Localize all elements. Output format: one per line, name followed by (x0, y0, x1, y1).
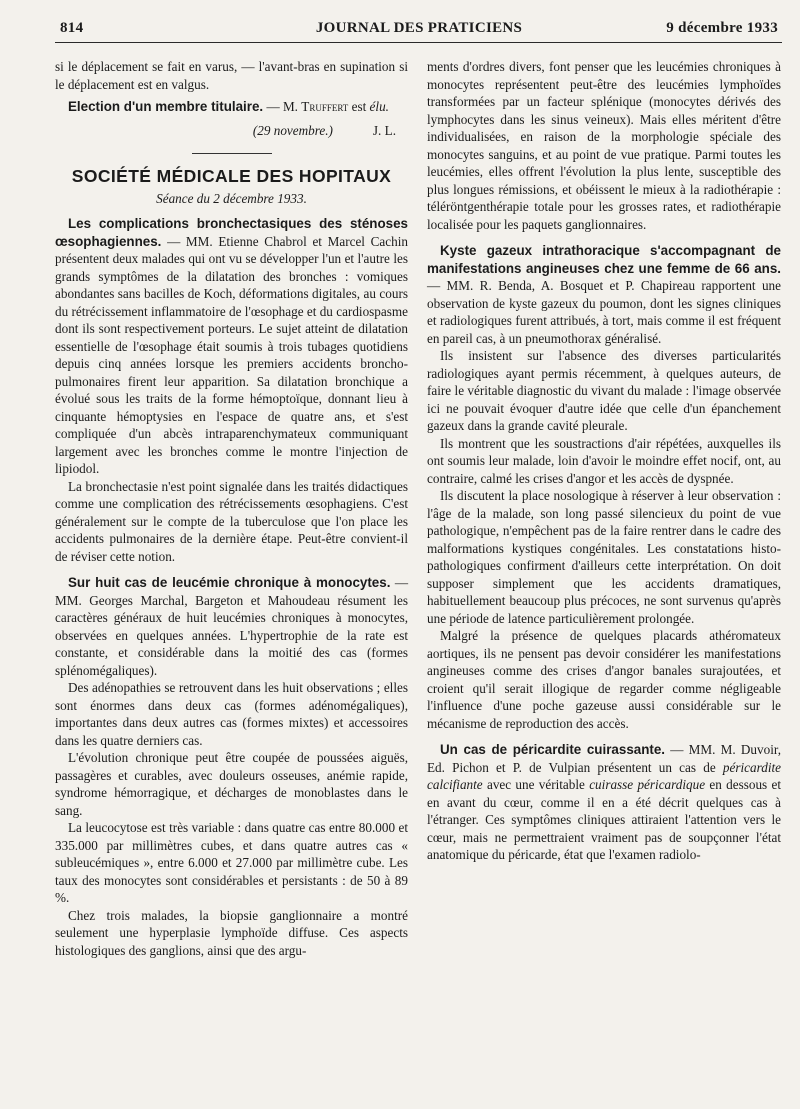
article-title: Kyste gazeux intrathoracique s'accompagnant de manifestations angineuses chez une femme de 66 ans. (427, 243, 781, 276)
election-title: Election d'un membre titulaire. (68, 99, 264, 114)
opening-paragraph: si le déplacement se fait en varus, — l'avant-bras en supination si le déplacement est en valgus. (55, 59, 408, 92)
article-title: Sur huit cas de leucémie chronique à monocytes. (68, 575, 391, 590)
paragraph: Ils montrent que les soustractions d'air répétées, auxquelles ils ont soumis leur malade, loin d'avoir le moindre effet nocif, ont, au contraire, calmé les crises d'angor et les accès de dyspnée. (427, 435, 781, 486)
left-column (55, 58, 408, 959)
paragraph: Ils insistent sur l'absence des diverses particularités radiologiques ayant permis récemment, à quelques auteurs, de faire le véritable diagnostic du vivant du malade : l'image observée ici ne pouvait évoquer d'autre idée que celle d'un épanchement gazeux dans la grande cavité pleurale. (427, 348, 781, 433)
signature-line (55, 122, 408, 140)
article-kyste-gazeux: Kyste gazeux intrathoracique s'accompagnant de manifestations angineuses chez une femme de 66 ans. — MM. R. Benda, A. Bosquet et P. Chapireau rapportent une observation de kyste gazeux du poumon, dont les signes cliniques et radiologiques furent attribués, à tort, mais comme il est fréquent en pareil cas, à un pneumothorax généralisé. (427, 243, 781, 346)
election-paragraph: Election d'un membre titulaire. — M. Truffert est élu. (68, 99, 389, 114)
section-divider (192, 153, 272, 154)
paragraph: Ils discutent la place nosologique à réserver à leur observation : l'âge de la malade, son long passé silencieux du point de vue pathologique, n'empêchent pas de la faire rentrer dans le cadre des malformations kystiques congénitales. Les constatations histo-pathologiques confirment d'ailleurs cette interprétation. On doit supposer simplement que les accidents dramatiques, habituellement beaucoup plus précoces, ne sont survenus qu'après une période de latence particulièrement prolongée. (427, 488, 781, 626)
right-column (427, 58, 781, 864)
article-title: Les complications bronchectasiques des sténoses œsophagiennes. (55, 216, 408, 249)
society-title: SOCIÉTÉ MÉDICALE DES HOPITAUX (71, 166, 392, 186)
paragraph: L'évolution chronique peut être coupée de poussées aiguës, passagères et curables, avec douleurs osseuses, anémie rapide, syndrome hémorragique, et décharges de monoblastes dans le sang. (55, 750, 408, 818)
header-rule (55, 42, 782, 43)
signature-initials: J. L. (372, 122, 396, 138)
paragraph: La leucocytose est très variable : dans quatre cas entre 80.000 et 335.000 par millimètres cubes, et dans quatre autres cas « subleucémiques », entre 6.000 et 27.000 par millimètre cube. Les taux des monocytes sont considérables et persistants : de 50 à 89 %. (55, 820, 408, 905)
article-pericardite: Un cas de péricardite cuirassante. — MM. M. Duvoir, Ed. Pichon et P. de Vulpian présentent un cas de péricardite calcifiante avec une véritable cuirasse péricardique en dessous et en avant du cœur, comme il en a été décrit quelques cas à l'étranger. Ces symptômes cliniques attiraient l'attention vers le cœur, mais ne permettraient vraiment pas de soupçonner l'état anatomique du péricarde, état que l'examen radiolo- (427, 742, 782, 862)
paragraph: Chez trois malades, la biopsie ganglionnaire a montré seulement une hyperplasie lymphoïde diffuse. Ces aspects histologiques des ganglions, ainsi que des argu- (55, 907, 408, 958)
paragraph: Malgré la présence de quelques placards athéromateux aortiques, ils ne pensent pas devoir considérer les manifestations angineuses comme des crises d'angor banales surajoutées, et croient qu'il serait illogique de regarder comme négligeable l'influence d'une poche gazeuse aussi considérable sur le mécanisme de reproduction des accès. (427, 628, 781, 731)
paragraph: La bronchectasie n'est point signalée dans les traités didactiques comme une complication des rétrécissements œsophagiens. C'est généralement sur le compte de la tuberculose que l'on place les accidents pulmonaires de la dernière étape. Peut-être convient-il de réviser cette notion. (55, 478, 408, 564)
page-header (60, 18, 778, 40)
article-bronchectasiques: Les complications bronchectasiques des sténoses œsophagiennes. — MM. Etienne Chabrol et Marcel Cachin présentent deux malades qui ont vu se développer l'un et l'autre les grands symptômes de la dilatation des bronches : vomiques abondantes sans bacilles de Koch, déformations digitales, au cours du rétrécissement inflammatoire de l'œsophage et du cardiospasme dont ils sont respectivement porteurs. Le sujet atteint de dilatation essentielle de l'œsophage était soumis à trois tubages quotidiens depuis cinq années lorsque les premiers accidents broncho-pulmonaires firent leur apparition. Sa dilatation bronchique a évolué sous les traits de la forme hémoptoïque, donnant lieu à cinquante hémoptysies en l'espace de quatre ans, et s'est compliquée d'un abcès intraparenchymateux communiquant largement avec les bronches comme le montre l'injection de lipiodol. (55, 216, 408, 476)
article-title: Un cas de péricardite cuirassante. (440, 742, 666, 757)
paragraph-continued: ments d'ordres divers, font penser que les leucémies chroniques à monocytes représentent peut-être des leucémies lymphoïdes transformées par un facteur splénique (monocytes dérivés des lymphocytes dans les sinus veineux). Mais elles méritent d'être individualisées, en raison de la morphologie spéciale des monocytes sanguins, et au point de vue pratique. Parmi toutes les leucémies, elles offrent l'évolution la plus lente, susceptible des plus longues rémissions, et obéissent le mieux à la radiothérapie : téléröntgenthérapie totale pour les grosses rates, et radiothérapie localisée pour les paquets ganglionnaires. (427, 59, 781, 232)
issue-date: 9 décembre 1933 (666, 20, 778, 36)
paragraph: Des adénopathies se retrouvent dans les huit observations ; elles sont énormes dans deux cas (formes adénomégaliques), importantes dans deux autres cas (formes mixtes) et accessoires dans les quatre derniers cas. (55, 680, 408, 748)
signature-date: (29 novembre.) (252, 122, 333, 138)
session-date: Séance du 2 décembre 1933. (156, 190, 307, 206)
page-number: 814 (60, 20, 84, 36)
election-name: Truffert (301, 99, 349, 114)
journal-title: JOURNAL DES PRATICIENS (315, 20, 523, 36)
article-leucemie: Sur huit cas de leucémie chronique à monocytes. — MM. Georges Marchal, Bargeton et Mahoudeau résument les caractères généraux de huit leucémies chroniques à monocytes, observées en quelques années. L'hypertrophie de la rate est constante, et considérable dans la moitié des cas (formes splénomégaliques). (55, 575, 408, 678)
